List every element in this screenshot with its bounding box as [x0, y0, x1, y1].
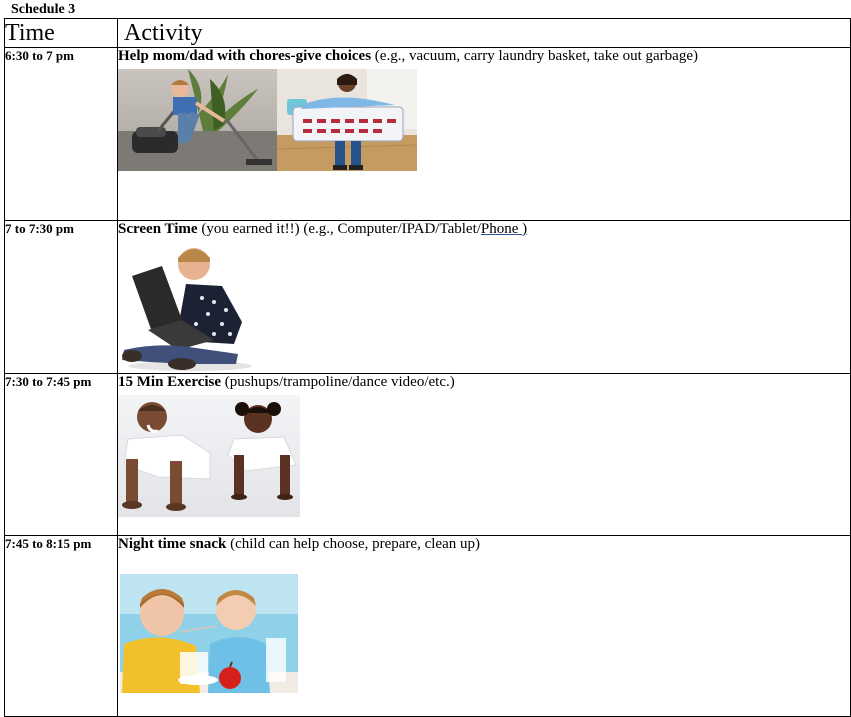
activity-cell	[118, 221, 851, 374]
time-cell: 7:45 to 8:15 pm	[5, 536, 118, 717]
time-cell: 6:30 to 7 pm	[5, 48, 118, 221]
activity-title: 15 Min Exercise	[118, 374, 222, 390]
table-row	[5, 374, 851, 536]
activity-header: Activity	[118, 19, 851, 48]
activity-cell	[118, 374, 851, 536]
activity-title: Night time snack	[118, 536, 227, 552]
pushups-photo	[118, 395, 300, 517]
time-header: Time	[5, 19, 118, 48]
time-cell: 7 to 7:30 pm	[5, 221, 118, 374]
schedule-table	[4, 18, 851, 717]
activity-title: Help mom/dad with chores-give choices	[118, 48, 372, 64]
vacuum-photo	[118, 69, 277, 171]
boy-laptop-photo	[118, 244, 258, 372]
activity-cell	[118, 48, 851, 221]
table-row	[5, 221, 851, 374]
activity-title: Screen Time	[118, 221, 198, 237]
activity-detail: (child can help choose, prepare, clean up)	[226, 536, 480, 552]
phone-link[interactable]: Phone )	[480, 221, 528, 237]
activity-cell	[118, 536, 851, 717]
table-row	[5, 536, 851, 717]
table-row	[5, 48, 851, 221]
header-row	[5, 19, 851, 48]
snack-photo	[120, 574, 298, 693]
activity-detail: (pushups/trampoline/dance video/etc.)	[221, 374, 455, 390]
laundry-basket-photo	[277, 69, 417, 171]
activity-detail: (e.g., vacuum, carry laundry basket, take out garbage)	[371, 48, 698, 64]
schedule-caption: Schedule 3	[11, 2, 76, 17]
time-cell: 7:30 to 7:45 pm	[5, 374, 118, 536]
activity-detail: (you earned it!!) (e.g., Computer/IPAD/Tablet/	[197, 221, 481, 237]
